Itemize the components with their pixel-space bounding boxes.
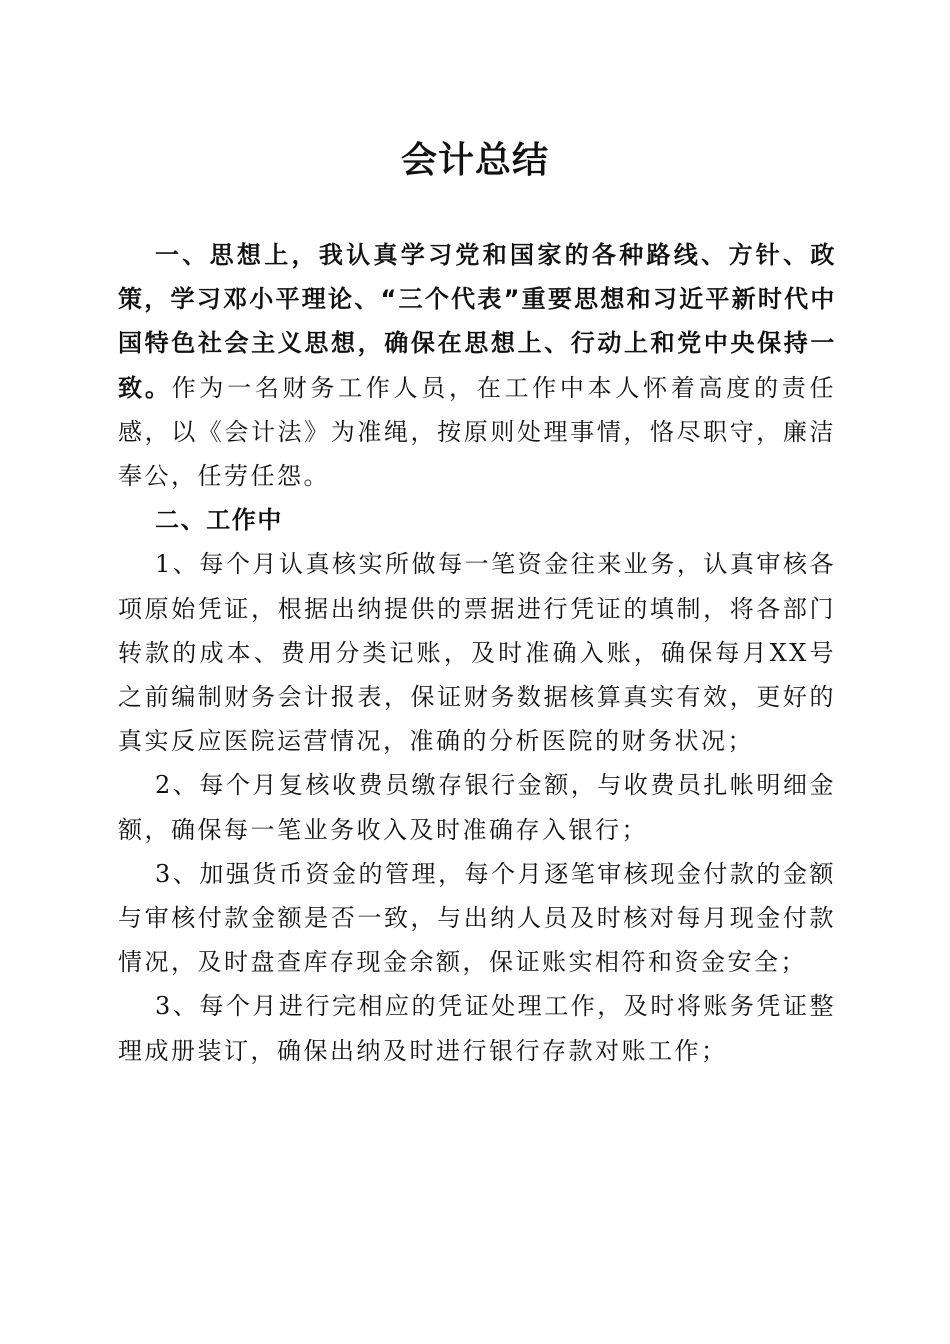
section-1-normal-text: 作为一名财务工作人员，在工作中本人怀着高度的责任感，以《会计法》为准绳，按原则处理事情，恪尽职守，廉洁奉公，任劳任怨。: [118, 373, 837, 491]
list-item: 1、每个月认真核实所做每一笔资金往来业务，认真审核各项原始凭证，根据出纳提供的票据进行凭证的填制，将各部门转款的成本、费用分类记账，及时准确入账，确保每月XX号之前编制财务会计报表，保证财务数据核算真实有效，更好的真实反应医院运营情况，准确的分析医院的财务状况；: [118, 550, 836, 756]
document-title: 会计总结: [400, 139, 549, 181]
list-item: 3、每个月进行完相应的凭证处理工作，及时将账务凭证整理成册装订，确保出纳及时进行银行存款对账工作；: [118, 992, 836, 1065]
document-body: [118, 233, 836, 1073]
section-1-paragraph: [118, 233, 836, 498]
section-2-heading: 二、工作中: [155, 506, 283, 535]
section-1-bold-text: 一、思想上，我认真学习党和国家的各种路线、方针、政策，学习邓小平理论、“三个代表”重要思想和习近平新时代中国特色社会主义思想，确保在思想上、行动上和党中央保持一致。: [118, 241, 836, 402]
list-item: 2、每个月复核收费员缴存银行金额，与收费员扎帐明细金额，确保每一笔业务收入及时准确存入银行；: [118, 771, 836, 844]
list-item: 3、加强货币资金的管理，每个月逐笔审核现金付款的金额与审核付款金额是否一致，与出纳人员及时核对每月现金付款情况，及时盘查库存现金余额，保证账实相符和资金安全；: [118, 859, 836, 977]
